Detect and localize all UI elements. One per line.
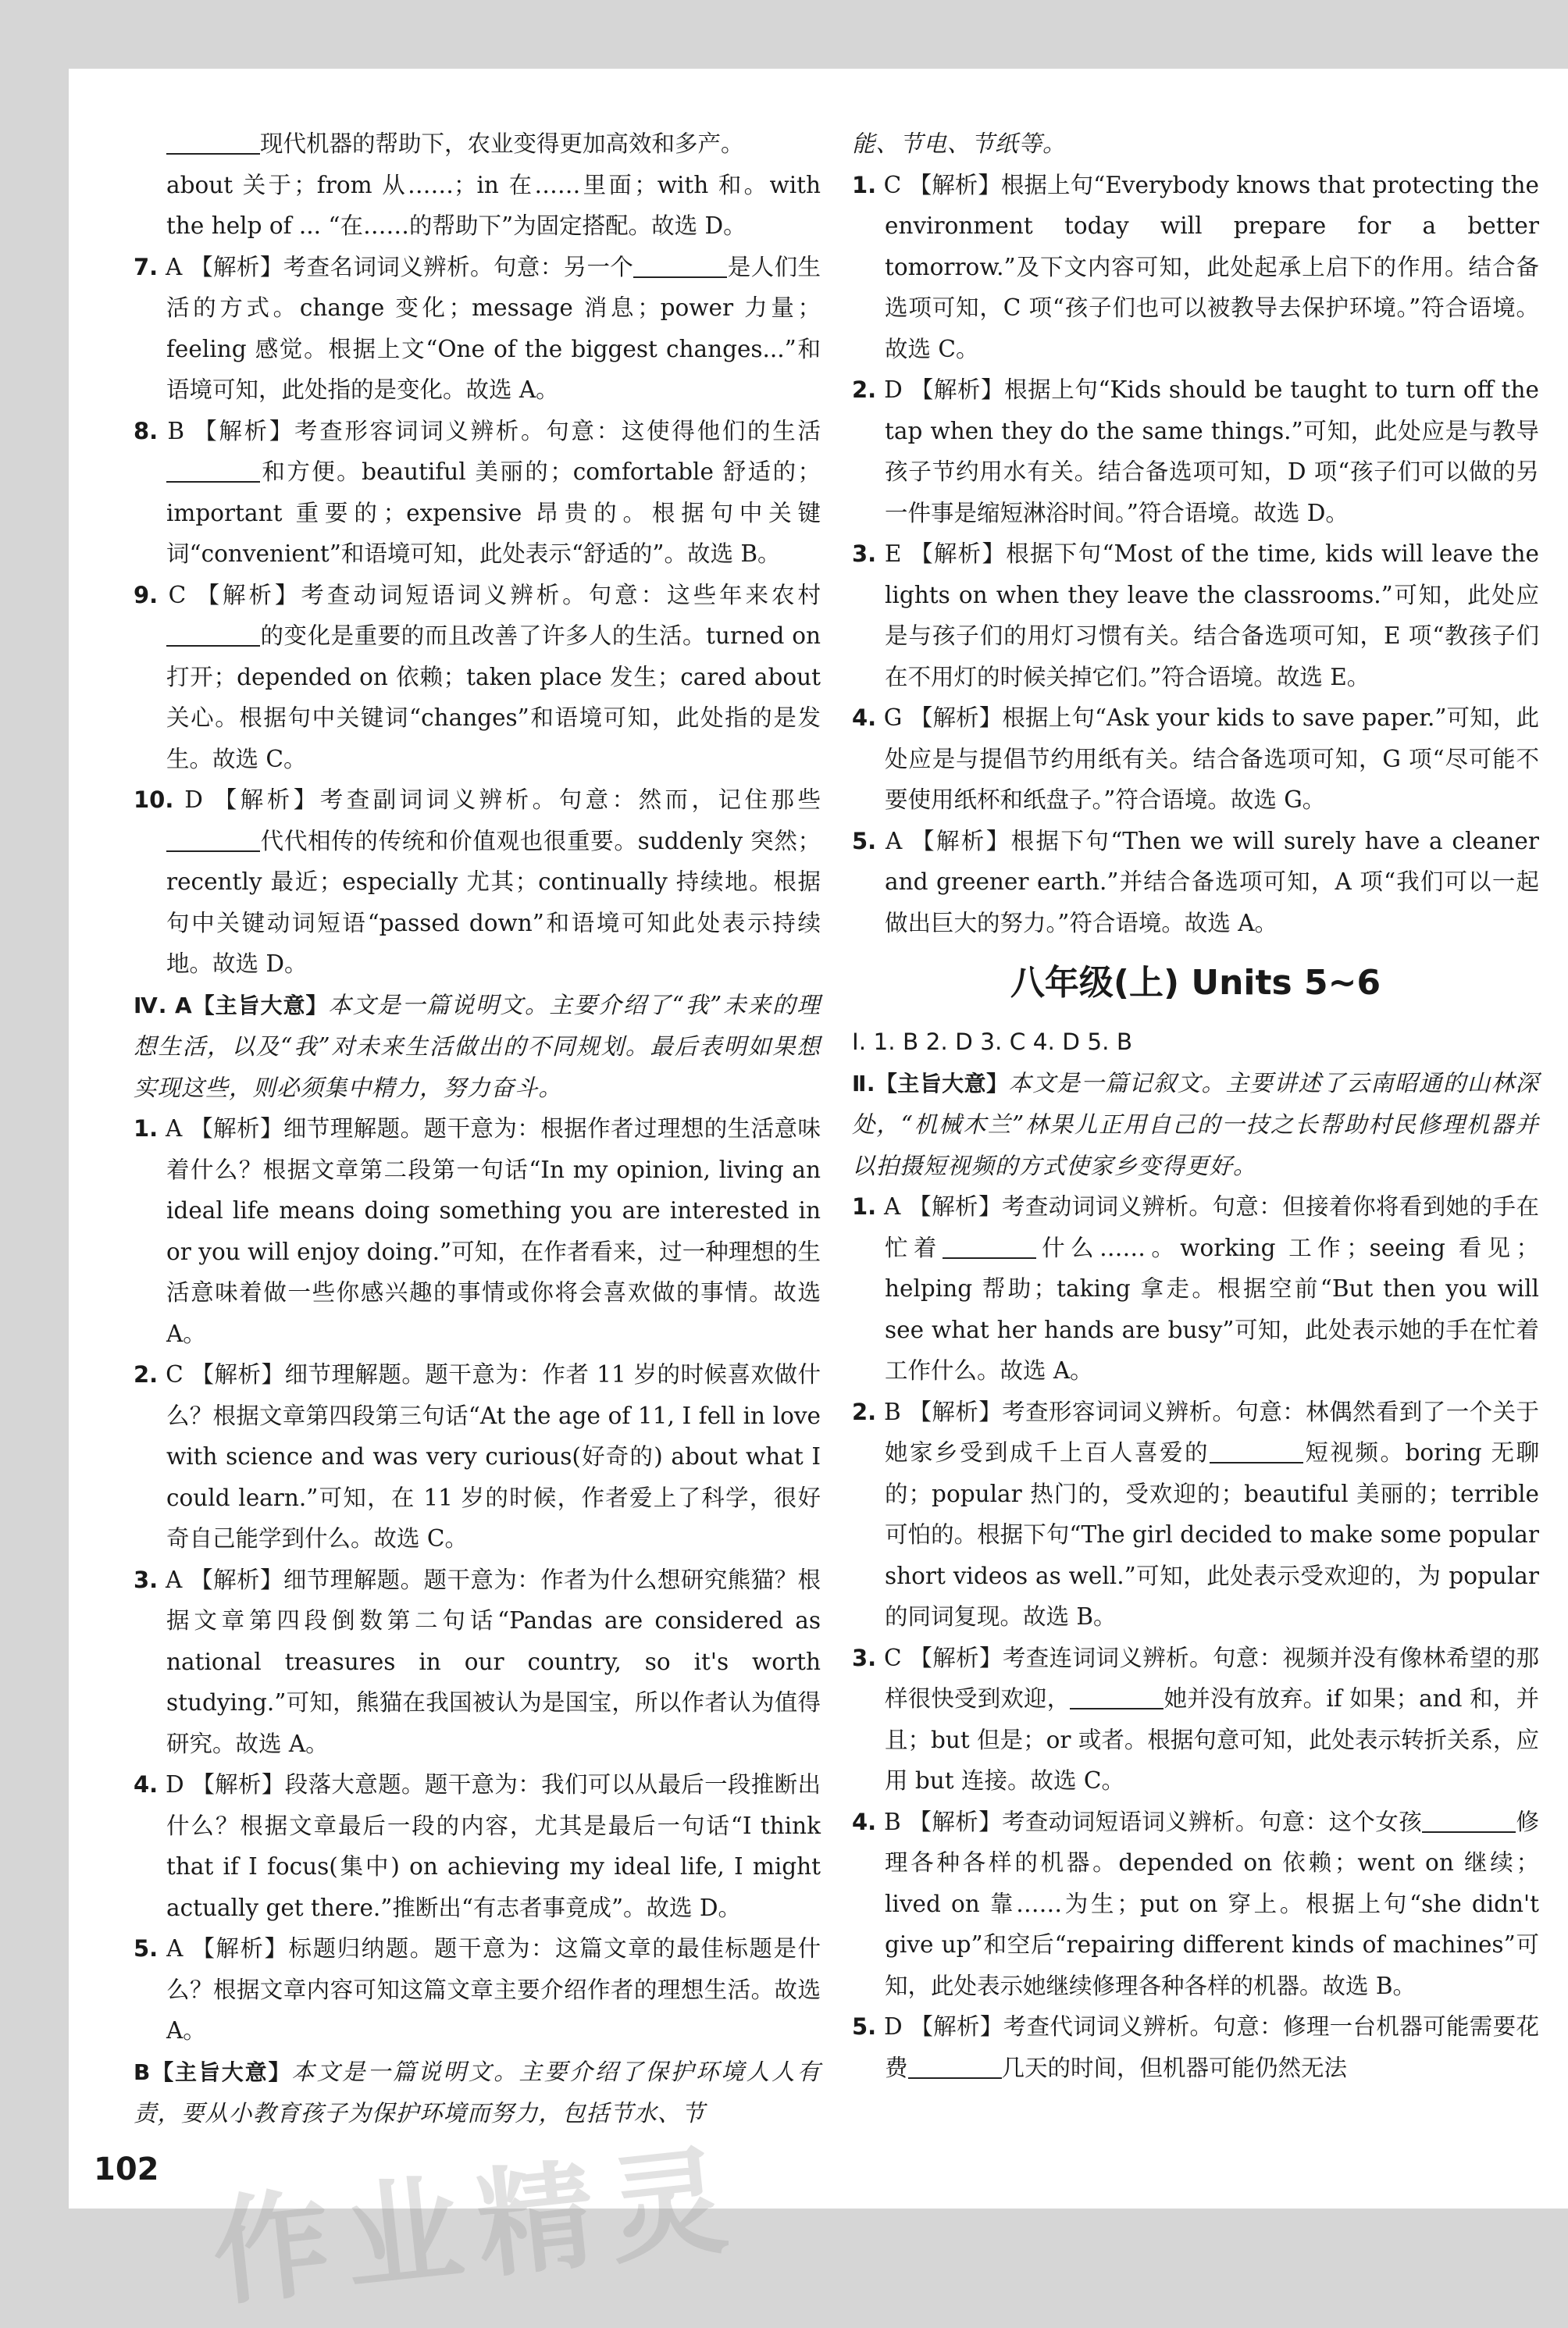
answer-blank xyxy=(943,1234,1036,1259)
item-text: 修理各种各样的机器。depended on 依赖；went on 继续；lived on 靠……为生；put on 穿上。根据上句“she didn't give up”和空后“repairing different kinds of machines”可知，此处表示她继续修理各种各样的机器。故选 B。 xyxy=(885,1808,1539,1999)
item-text: A 【解析】细节理解题。题干意为：根据作者过理想的生活意味着什么？根据文章第二段第一句话“In my opinion, living an ideal life means doing something you are interested in or you will enjoy doing.”可知，在作者看来，过一种理想的生活意味着做一些你感兴趣的事情或你将会喜欢做的事情。故选 A。 xyxy=(166,1115,821,1347)
section-tag: Ⅳ. A【主旨大意】 xyxy=(134,992,329,1018)
item-number: 2. xyxy=(852,1398,877,1425)
item-text: C 【解析】细节理解题。题干意为：作者 11 岁的时候喜欢做什么？根据文章第四段第三句话“At the age of 11, I fell in love with science and was very curious(好奇的) about what I could learn.”可知，在 11 岁的时候，作者爱上了科学，很好奇自己能学到什么。故选 C。 xyxy=(166,1361,821,1552)
item-number: 4. xyxy=(852,704,877,731)
summary-text: 能、节电、节纸等。 xyxy=(852,130,1067,157)
item-text: C 【解析】考查动词短语词义辨析。句意：这些年来农村 xyxy=(168,581,821,608)
item-number: 3. xyxy=(134,1566,159,1593)
item-text: A 【解析】考查名词词义辨析。句意：另一个 xyxy=(166,253,634,280)
item-text: D 【解析】考查代词词义辨析。句意：修理一台机器可能需要花费 xyxy=(883,2013,1539,2081)
answer-blank xyxy=(1070,1685,1164,1710)
answer-item xyxy=(134,779,821,985)
answer-item xyxy=(852,697,1539,821)
answer-item xyxy=(852,1186,1539,1392)
item-text: B 【解析】考查形容词词义辨析。句意：林偶然看到了一个关于她家乡受到成千上百人喜爱的 xyxy=(884,1398,1539,1466)
text: 现代机器的帮助下，农业变得更加高效和多产。 xyxy=(260,130,744,157)
answer-item xyxy=(852,1802,1539,2007)
answer-item xyxy=(852,1638,1539,1802)
summary-text: 本文是一篇说明文。主要介绍了保护环境人人有责，要从小教育孩子为保护环境而努力，包括节水、节 xyxy=(134,2058,821,2127)
answer-blank xyxy=(633,253,727,278)
page-number: 102 xyxy=(94,2152,159,2187)
item-number: 10. xyxy=(134,786,174,813)
item-number: 8. xyxy=(134,417,159,444)
item-text: 和方便。beautiful 美丽的；comfortable 舒适的；important 重要的；expensive 昂贵的。根据句中关键词“convenient”和语境可知，此处表示“舒适的”。故选 B。 xyxy=(166,458,821,567)
answer-item xyxy=(134,247,821,411)
answer-blank xyxy=(166,827,260,852)
item-text: 代代相传的传统和价值观也很重要。suddenly 突然；recently 最近；especially 尤其；continually 持续地。根据句中关键动词短语“passed down”和语境可知此处表示持续地。故选 D。 xyxy=(166,827,821,977)
item-text: A 【解析】细节理解题。题干意为：作者为什么想研究熊猫？根据文章第四段倒数第二句话“Pandas are considered as national treasures in our country, so it's worth studying.”可知，熊猫在我国被认为是国宝，所以作者认为值得研究。故选 A。 xyxy=(166,1566,821,1757)
answer-blank xyxy=(166,622,260,647)
item-number: 5. xyxy=(134,1935,159,1962)
text-line xyxy=(852,123,1539,165)
left-column xyxy=(134,123,821,2134)
item-text: A 【解析】根据下句“Then we will surely have a cleaner and greener earth.”并结合备选项可知，A 项“我们可以一起做出巨大的努力。”符合语境。故选 A。 xyxy=(885,827,1539,936)
answer-item xyxy=(134,411,821,575)
answer-row: Ⅰ. 1. B 2. D 3. C 4. D 5. B xyxy=(852,1029,1133,1055)
item-text: D 【解析】段落大意题。题干意为：我们可以从最后一段推断出什么？根据文章最后一段的内容，尤其是最后一句话“I think that if I focus(集中) on achieving my ideal life, I might actually get there.”推断出“有志者事竟成”。故选 D。 xyxy=(165,1771,821,1921)
item-number: 4. xyxy=(134,1771,159,1798)
watermark-logo: 作业精灵 xyxy=(206,2131,749,2323)
section-heading: 八年级(上) Units 5~6 xyxy=(1010,963,1381,1003)
answer-blank xyxy=(1422,1808,1516,1833)
answer-blank xyxy=(908,2054,1002,2079)
item-text: B 【解析】考查形容词词义辨析。句意：这使得他们的生活 xyxy=(167,417,821,444)
answer-item xyxy=(852,821,1539,944)
item-number: 3. xyxy=(852,540,877,567)
summary-text: 本文是一篇记叙文。主要讲述了云南昭通的山林深处，“机械木兰”林果儿正用自己的一技之长帮助村民修理机器并以拍摄短视频的方式使家乡变得更好。 xyxy=(852,1069,1539,1179)
item-text: 短视频。boring 无聊的；popular 热门的，受欢迎的；beautiful 美丽的；terrible 可怕的。根据下句“The girl decided to make some popular short videos as well.”可知，此处表示受欢迎的，为 popular 的同词复现。故选 B。 xyxy=(885,1439,1539,1630)
answer-blank xyxy=(166,458,260,483)
answer-sheet-page xyxy=(69,69,1568,2209)
section-tag: Ⅱ.【主旨大意】 xyxy=(852,1070,1009,1096)
item-text: G 【解析】根据上句“Ask your kids to save paper.”可知，此处应是与提倡节约用纸有关。结合备选项可知，G 项“尽可能不要使用纸杯和纸盘子。”符合语境。故选 G。 xyxy=(883,704,1539,813)
item-number: 9. xyxy=(134,581,159,608)
item-number: 4. xyxy=(852,1808,877,1835)
section-summary xyxy=(852,1063,1539,1187)
answer-item xyxy=(134,575,821,780)
item-text: 的变化是重要的而且改善了许多人的生活。turned on 打开；depended on 依赖；taken place 发生；cared about 关心。根据句中关键词“changes”和语境可知，此处指的是发生。故选 C。 xyxy=(166,622,821,772)
text-line: about 关于；from 从……；in 在……里面；with 和。with the help of ... “在……的帮助下”为固定搭配。故选 D。 xyxy=(166,171,821,239)
item-text: 她并没有放弃。if 如果；and 和，并且；but 但是；or 或者。根据句意可知，此处表示转折关系，应用 but 连接。故选 C。 xyxy=(885,1685,1539,1794)
item-number: 7. xyxy=(134,253,159,280)
item-text: 是人们生活的方式。change 变化；message 消息；power 力量；feeling 感觉。根据上文“One of the biggest changes...”和语境可知，此处指的是变化。故选 A。 xyxy=(166,253,821,403)
answer-item xyxy=(852,1392,1539,1638)
answer-item xyxy=(134,1928,821,2052)
section-summary xyxy=(134,985,821,1109)
answer-blank xyxy=(166,130,260,155)
answer-item xyxy=(134,1560,821,1765)
text-line xyxy=(134,123,821,165)
answer-item xyxy=(134,1764,821,1928)
item-number: 1. xyxy=(852,171,877,198)
item-number: 1. xyxy=(134,1115,159,1142)
summary-text: 本文是一篇说明文。主要介绍了“我”未来的理想生活，以及“我”对未来生活做出的不同规划。最后表明如果想实现这些，则必须集中精力，努力奋斗。 xyxy=(134,991,821,1101)
answer-item xyxy=(852,2006,1539,2088)
answer-item xyxy=(134,1108,821,1354)
answer-item xyxy=(852,165,1539,370)
answer-item xyxy=(852,369,1539,533)
item-text: A 【解析】标题归纳题。题干意为：这篇文章的最佳标题是什么？根据文章内容可知这篇文章主要介绍作者的理想生活。故选 A。 xyxy=(166,1935,821,2044)
item-text: B 【解析】考查动词短语词义辨析。句意：这个女孩 xyxy=(883,1808,1423,1835)
item-number: 1. xyxy=(852,1193,877,1220)
item-text: 几天的时间，但机器可能仍然无法 xyxy=(1001,2054,1348,2081)
item-text: E 【解析】根据下句“Most of the time, kids will leave the lights on when they leave the classrooms.”可知，此处应是与孩子们的用灯习惯有关。结合备选项可知，E 项“教孩子们在不用灯的时候关掉它们。”符合语境。故选 E。 xyxy=(884,540,1539,690)
section-tag: B【主旨大意】 xyxy=(134,2059,292,2085)
item-number: 5. xyxy=(852,2013,877,2040)
item-text: D 【解析】根据上句“Kids should be taught to turn off the tap when they do the same things.”可知，此处应是与教导孩子节约用水有关。结合备选项可知，D 项“孩子们可以做的另一件事是缩短淋浴时间。”符合语境。故选 D。 xyxy=(884,376,1539,526)
right-column xyxy=(852,123,1539,2088)
item-text: C 【解析】考查连词词义辨析。句意：视频并没有像林希望的那样很快受到欢迎， xyxy=(883,1644,1539,1712)
item-number: 2. xyxy=(852,376,877,403)
answer-blank xyxy=(1210,1439,1303,1464)
item-text: C 【解析】根据上句“Everybody knows that protecting the environment today will prepare for a better tomorrow.”及下文内容可知，此处起承上启下的作用。结合备选项可知，C 项“孩子们也可以被教导去保护环境。”符合语境。故选 C。 xyxy=(883,171,1540,362)
item-text: A 【解析】考查动词词义辨析。句意：但接着你将看到她的手在忙着 xyxy=(884,1193,1539,1261)
answer-item xyxy=(852,533,1539,697)
item-number: 2. xyxy=(134,1361,159,1388)
item-text: 什么……。working 工作；seeing 看见；helping 帮助；taking 拿走。根据空前“But then you will see what her hands are busy”可知，此处表示她的手在忙着工作什么。故选 A。 xyxy=(885,1234,1539,1384)
answer-item xyxy=(134,1354,821,1560)
item-number: 3. xyxy=(852,1644,877,1671)
item-text: D 【解析】考查副词词义辨析。句意：然而，记住那些 xyxy=(184,786,821,813)
item-number: 5. xyxy=(852,827,877,854)
